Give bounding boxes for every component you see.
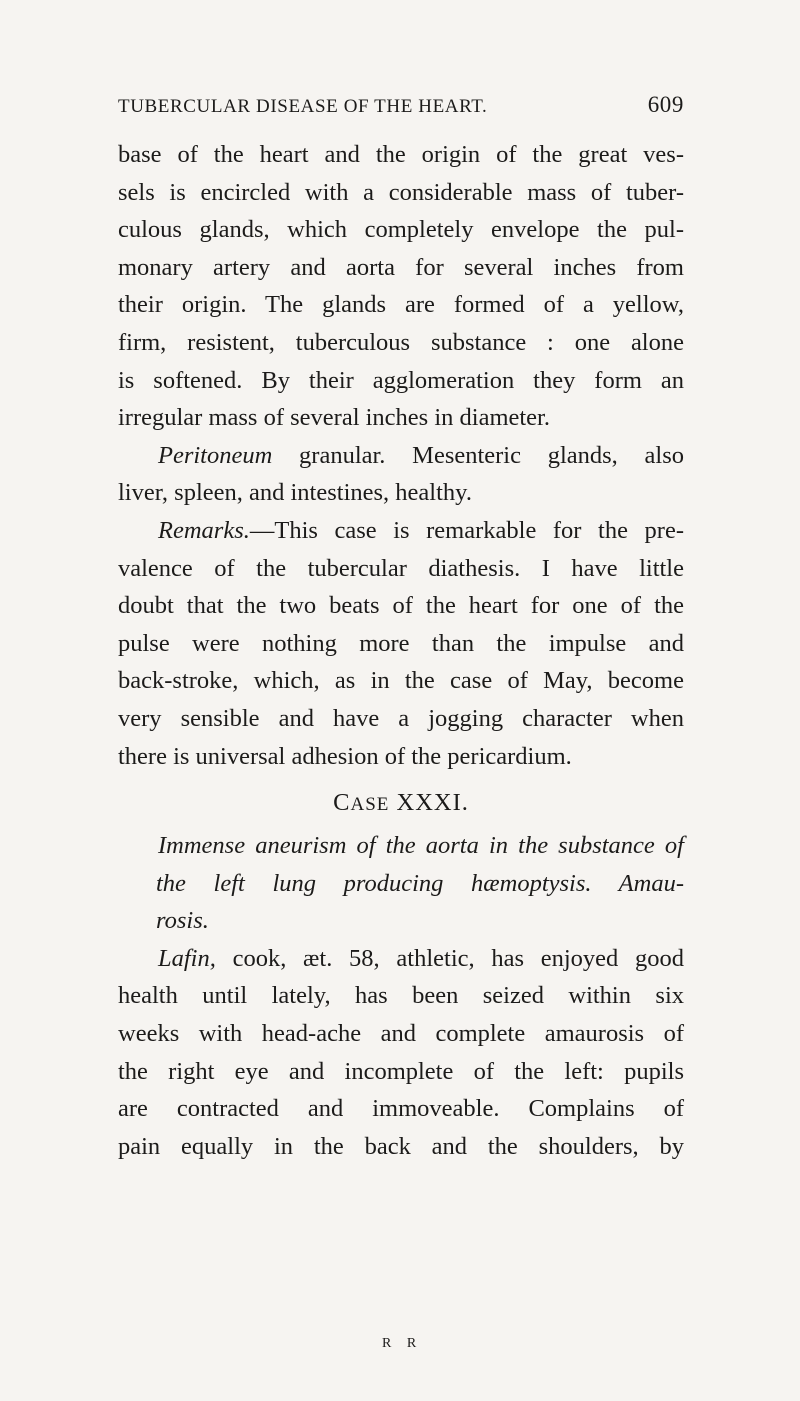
text-line — [118, 512, 684, 550]
case-heading — [118, 779, 684, 827]
text-line: the right eye and incomplete of the left: pupils — [118, 1057, 684, 1085]
case-heading-smallcaps: ASE — [350, 794, 390, 816]
text-line — [118, 940, 684, 978]
text-line: weeks with head-ache and complete amaurosis of — [118, 1020, 684, 1048]
italic-lead: Remarks. — [158, 516, 250, 544]
text-line: very sensible and have a jogging character when — [118, 704, 684, 732]
text-run: granular. Mesenteric glands, also — [272, 441, 684, 469]
case-heading-initial: C — [333, 789, 351, 817]
page-number: 609 — [647, 92, 684, 117]
case-title-text: rosis. — [156, 907, 209, 935]
text-line: health until lately, has been seized within six — [118, 982, 684, 1010]
text-line: doubt that the two beats of the heart for one of the — [118, 592, 684, 620]
case-title-text: Immense aneurism of the aorta in the substance of — [158, 832, 684, 860]
text-line: monary artery and aorta for several inches from — [118, 253, 684, 281]
text-line: sels is encircled with a considerable mass of tuber- — [118, 178, 684, 206]
signature-mark: R R — [382, 1336, 423, 1351]
text-line: back-stroke, which, as in the case of May, become — [118, 667, 684, 695]
text-line: irregular mass of several inches in diameter. — [118, 404, 550, 432]
case-title-line — [118, 865, 684, 903]
case-title-line — [118, 827, 684, 865]
text-line: culous glands, which completely envelope the pul- — [118, 216, 684, 244]
text-line: their origin. The glands are formed of a yellow, — [118, 291, 684, 319]
case-heading-numeral: XXXI. — [389, 789, 469, 817]
text-line: pulse were nothing more than the impulse and — [118, 629, 684, 657]
text-line: base of the heart and the origin of the great ves- — [118, 141, 684, 168]
text-line: is softened. By their agglomeration they form an — [118, 366, 684, 394]
page-body — [118, 136, 684, 1165]
italic-lead: Peritoneum — [158, 441, 273, 469]
running-head — [118, 92, 684, 122]
case-title-line — [118, 902, 684, 940]
text-run: —This case is remarkable for the pre- — [249, 516, 684, 544]
text-line: liver, spleen, and intestines, healthy. — [118, 479, 472, 507]
text-line: pain equally in the back and the shoulders, by — [118, 1132, 684, 1160]
text-line: valence of the tubercular diathesis. I have little — [118, 554, 684, 582]
case-title-text: the left lung producing hæmoptysis. Amau- — [156, 869, 684, 897]
text-line — [118, 437, 684, 475]
text-line: there is universal adhesion of the pericardium. — [118, 742, 572, 770]
italic-lead: Lafin, — [158, 944, 216, 972]
text-run: cook, æt. 58, athletic, has enjoyed good — [215, 944, 684, 972]
text-line: are contracted and immoveable. Complains of — [118, 1095, 684, 1123]
running-title: TUBERCULAR DISEASE OF THE HEART. — [118, 96, 488, 117]
text-line: firm, resistent, tuberculous substance : one alone — [118, 328, 684, 356]
